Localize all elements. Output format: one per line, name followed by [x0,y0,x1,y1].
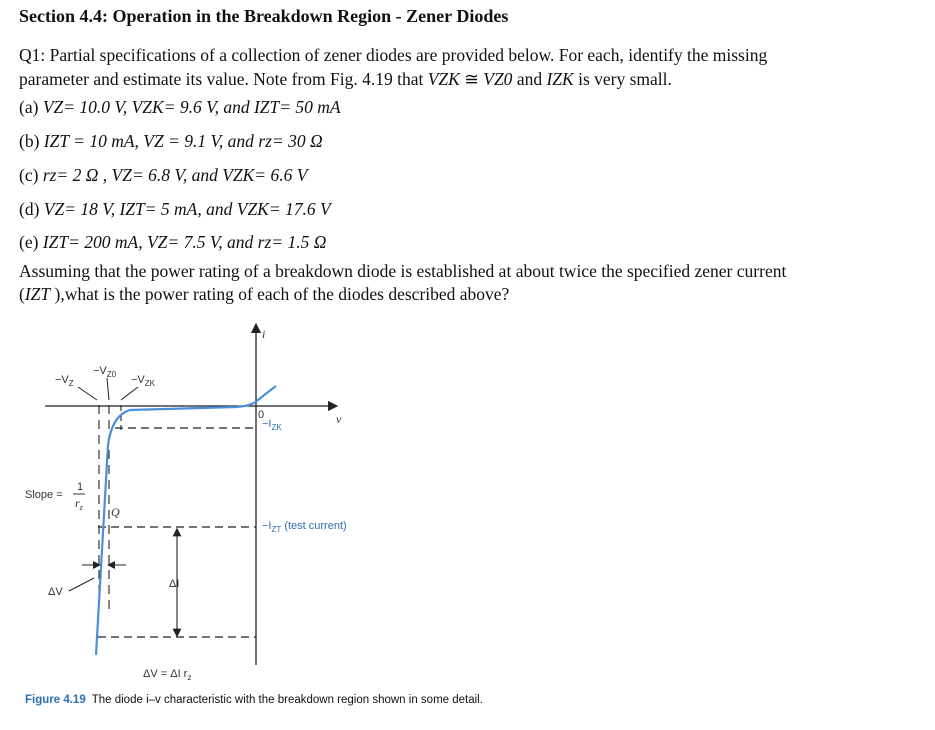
label-slope-den: $r_z$ [75,496,83,512]
q1-intro-line1: Q1: Partial specifications of a collection of zener diodes are provided below. For each, identify the missing [19,45,768,65]
power-line2: (IZT ),what is the power rating of each of the diodes described above? [19,284,510,304]
iv-curve [96,386,276,655]
section-title: Section 4.4: Operation in the Breakdown Region - Zener Diodes [19,6,509,26]
label-i: i [262,327,266,341]
figure-caption: Figure 4.19 The diode i–v characteristic with the breakdown region shown in some detail. [25,694,483,706]
label-neg-vzk: $-V_{ZK}$ [131,374,155,388]
vzk-pointer [121,387,138,400]
item-b: (b) IZT = 10 mA, VZ = 9.1 V, and rz= 30 Ω [19,131,323,151]
label-slope: Slope = [25,489,63,501]
item-e: (e) IZT= 200 mA, VZ= 7.5 V, and rz= 1.5 Ω [19,232,327,252]
vz-pointer [78,387,97,400]
label-neg-vz: $-V_Z$ [55,374,74,388]
item-a: (a) VZ= 10.0 V, VZK= 9.6 V, and IZT= 50 mA [19,97,341,117]
label-delta-v: ΔV [48,586,63,598]
label-slope-num: 1 [77,481,84,493]
label-delta-i: ΔI [169,578,180,590]
label-izk: $-I_{ZK}$ [262,418,282,432]
label-neg-vz0: $-V_{Z0}$ [93,365,117,379]
label-q: Q [111,505,120,519]
vz0-pointer [107,378,109,400]
item-c: (c) rz= 2 Ω , VZ= 6.8 V, and VZK= 6.6 V [19,165,308,185]
label-equation: ΔV = ΔI $r_z$ [143,668,192,682]
label-izt: $-I_{ZT}$ (test current) [262,520,347,534]
item-d: (d) VZ= 18 V, IZT= 5 mA, and VZK= 17.6 V [19,199,331,219]
q1-intro-line2: parameter and estimate its value. Note from Fig. 4.19 that VZK ≅ VZ0 and IZK is very small. [19,69,672,89]
label-v: v [336,412,342,426]
delta-v-pointer [69,578,94,591]
power-line1: Assuming that the power rating of a breakdown diode is established at about twice the specified zener current [19,261,787,281]
label-origin: 0 [258,409,265,421]
